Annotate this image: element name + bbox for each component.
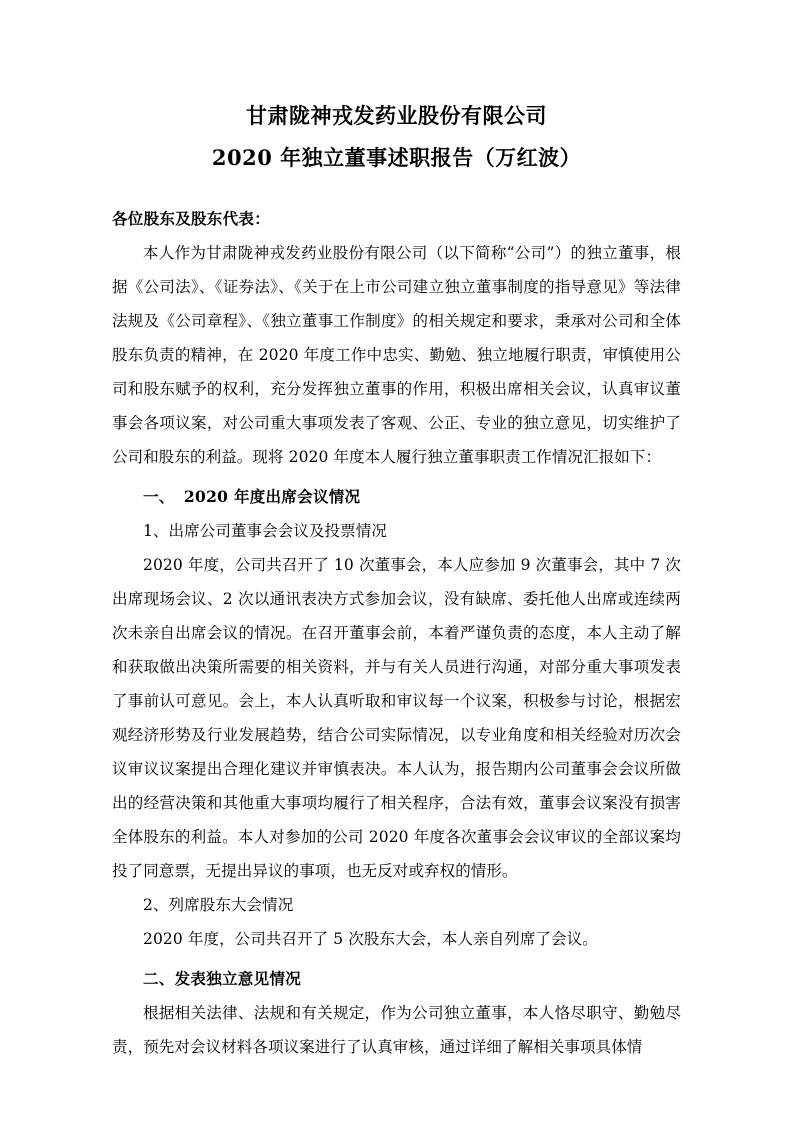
section-1-item-1-paragraph-1: 2020 年度，公司共召开了 10 次董事会，本人应参加 9 次董事会，其中 7 次出席现场会议、2 次以通讯表决方式参加会议，没有缺席、委托他人出席或连续两次未亲自出席会议的情况。在召开董事会前，本着严谨负责的态度，本人主动了解和获取做出决策所需要的相关资料，并与有关人员进行沟通，对部分重大事项发表了事前认可意见。会上，本人认真听取和审议每一个议案，积极参与讨论，根据宏观经济形势及行业发展趋势，结合公司实际情况，以专业角度和相关经验对历次会议审议议案提出合理化建议并审慎表决。本人认为，报告期内公司董事会会议所做出的经营决策和其他重大事项均履行了相关程序，合法有效，董事会议案没有损害全体股东的利益。本人对参加的公司 2020 年度各次董事会会议审议的全部议案均投了同意票，无提出异议的事项，也无反对或弃权的情形。 bbox=[112, 556, 681, 880]
section-2-title: 发表独立意见情况 bbox=[174, 969, 302, 988]
salutation: 各位股东及股东代表： bbox=[112, 209, 271, 228]
section-2-number: 二、 bbox=[143, 969, 175, 988]
section-heading-2 bbox=[112, 962, 681, 996]
section-1-item-2-label: 2、列席股东大会情况 bbox=[143, 896, 294, 914]
document-title-line-1: 甘肃陇神戎发药业股份有限公司 bbox=[246, 103, 547, 128]
document-title-line-2: 2020 年独立董事述职报告（万红波） bbox=[211, 145, 582, 170]
section-1-item-1-label: 1、出席公司董事会会议及投票情况 bbox=[143, 522, 387, 540]
section-1-title: 2020 年度出席会议情况 bbox=[183, 487, 361, 506]
document-title-block bbox=[112, 96, 681, 178]
section-1-number: 一、 bbox=[143, 487, 175, 506]
intro-paragraph: 本人作为甘肃陇神戎发药业股份有限公司（以下简称“公司”）的独立董事，根据《公司法》、《证券法》、《关于在上市公司建立独立董事制度的指导意见》等法律法规及《公司章程》、《独立董事工作制度》的相关规定和要求，秉承对公司和全体股东负责的精神，在 2020 年度工作中忠实、勤勉、独立地履行职责，审慎使用公司和股东赋予的权利，充分发挥独立董事的作用，积极出席相关会议，认真审议董事会各项议案，对公司重大事项发表了客观、公正、专业的独立意见，切实维护了公司和股东的利益。现将 2020 年度本人履行独立董事职责工作情况汇报如下： bbox=[112, 244, 681, 466]
title-spacer bbox=[112, 178, 681, 204]
section-2-paragraph-1: 根据相关法律、法规和有关规定，作为公司独立董事，本人恪尽职守、勤勉尽责，预先对会议材料各项议案进行了认真审核，通过详细了解相关事项具体情 bbox=[112, 1004, 681, 1056]
section-heading-1 bbox=[112, 480, 681, 514]
section-1-item-2-paragraph-1: 2020 年度，公司共召开了 5 次股东大会，本人亲自列席了会议。 bbox=[143, 930, 598, 948]
